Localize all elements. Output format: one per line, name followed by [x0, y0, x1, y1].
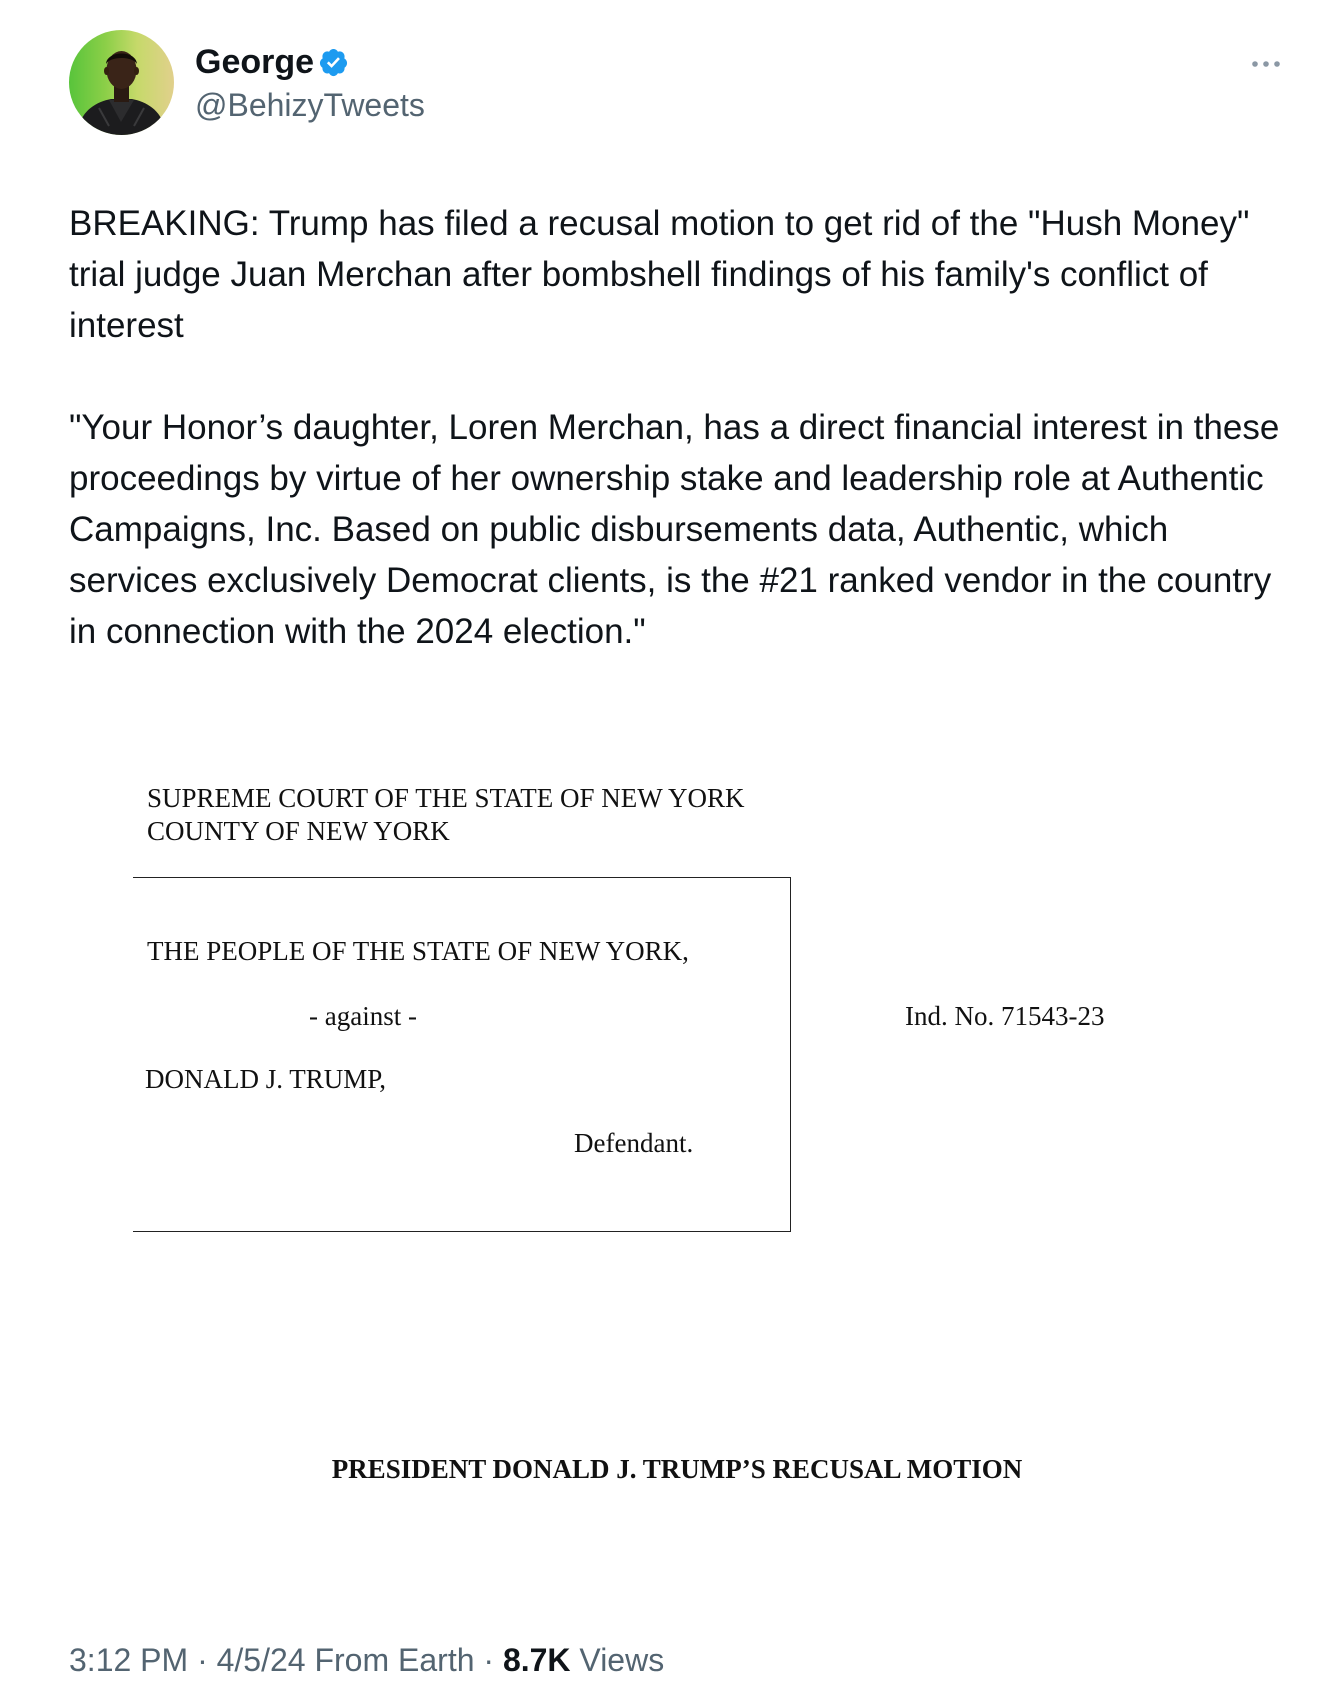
tweet-time[interactable]: 3:12 PM — [69, 1642, 189, 1678]
tweet-source: From Earth — [314, 1642, 475, 1678]
defendant-label: Defendant. — [574, 1128, 694, 1158]
avatar[interactable] — [69, 30, 174, 135]
court-name: SUPREME COURT OF THE STATE OF NEW YORK — [147, 783, 745, 813]
views-count[interactable]: 8.7K — [502, 1642, 571, 1678]
against-label: - against - — [309, 1001, 417, 1031]
attached-document-image[interactable] — [0, 760, 1320, 1520]
author-display-name[interactable]: George — [195, 43, 315, 81]
index-number: Ind. No. 71543-23 — [905, 1001, 1105, 1031]
verified-badge-icon — [318, 47, 349, 78]
views-label: Views — [579, 1642, 665, 1678]
tweet-date[interactable]: 4/5/24 — [216, 1642, 306, 1678]
case-caption-box — [133, 877, 791, 1232]
separator: · — [483, 1642, 495, 1678]
avatar-image — [69, 30, 174, 135]
tweet-paragraph-1: BREAKING: Trump has filed a recusal motion to get rid of the "Hush Money" trial judge Juan Merchan after bombshell findings of his family's conflict of interest — [69, 204, 1250, 345]
author-handle[interactable]: @BehizyTweets — [195, 87, 425, 123]
more-options-icon[interactable] — [1248, 52, 1284, 76]
plaintiff-name: THE PEOPLE OF THE STATE OF NEW YORK, — [147, 936, 689, 966]
motion-title: PRESIDENT DONALD J. TRUMP’S RECUSAL MOTION — [331, 1454, 1023, 1484]
tweet-text — [69, 198, 1299, 657]
tweet-metadata — [69, 1640, 664, 1680]
defendant-name: DONALD J. TRUMP, — [145, 1064, 387, 1094]
separator: · — [197, 1642, 208, 1678]
tweet-paragraph-2: "Your Honor’s daughter, Loren Merchan, has a direct financial interest in these proceedings by virtue of her ownership stake and leadership role at Authentic Campaigns, Inc. Based on public disbursements data, Authentic, which services exclusively Democrat clients, is the #21 ranked vendor in the country in connection with the 2024 election." — [69, 408, 1280, 651]
county-name: COUNTY OF NEW YORK — [147, 816, 450, 846]
court-heading — [147, 782, 745, 848]
